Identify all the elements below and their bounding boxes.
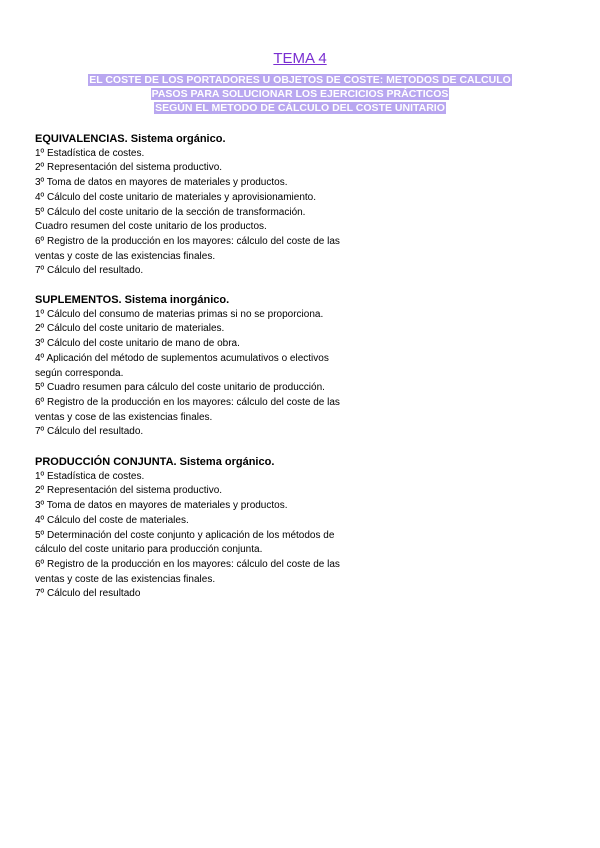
step-line: ventas y cose de las existencias finales. [35, 411, 213, 423]
subtitle-line: EL COSTE DE LOS PORTADORES U OBJETOS DE COSTE: METODOS DE CALCULO [89, 74, 511, 86]
step-line: 7º Cálculo del resultado. [35, 426, 144, 438]
section-equivalencias [35, 132, 395, 279]
step-line: 5º Determinación del coste conjunto y aplicación de los métodos de [35, 529, 335, 541]
step-line: 7º Cálculo del resultado [35, 588, 141, 600]
step-line: 6º Registro de la producción en los mayores: cálculo del coste de las [35, 396, 340, 408]
step-line: Cuadro resumen del coste unitario de los productos. [35, 221, 267, 233]
step-line: 1º Cálculo del consumo de materias primas si no se proporciona. [35, 308, 324, 320]
step-line: 5º Cálculo del coste unitario de la sección de transformación. [35, 206, 306, 218]
step-line: ventas y coste de las existencias finales. [35, 573, 216, 585]
section-suplementos [35, 293, 395, 440]
step-line: 4º Aplicación del método de suplementos acumulativos o electivos [35, 352, 329, 364]
step-line: 3º Cálculo del coste unitario de mano de obra. [35, 338, 240, 350]
step-line: 5º Cuadro resumen para cálculo del coste unitario de producción. [35, 382, 325, 394]
section-heading: PRODUCCIÓN CONJUNTA. Sistema orgánico. [35, 456, 275, 468]
step-line: 4º Cálculo del coste unitario de materiales y aprovisionamiento. [35, 191, 317, 203]
subtitle-line: PASOS PARA SOLUCIONAR LOS EJERCICIOS PRÁCTICOS [151, 88, 449, 100]
step-line: 3º Toma de datos en mayores de materiales y productos. [35, 177, 288, 189]
section-heading: SUPLEMENTOS. Sistema inorgánico. [35, 294, 230, 306]
step-line: ventas y coste de las existencias finales. [35, 250, 216, 262]
subtitle-block [0, 72, 600, 114]
step-line: 2º Representación del sistema productivo. [35, 162, 223, 174]
step-line: 7º Cálculo del resultado. [35, 265, 144, 277]
step-line: según corresponda. [35, 367, 124, 379]
page-title: TEMA 4 [273, 50, 327, 67]
step-line: cálculo del coste unitario para producción conjunta. [35, 544, 263, 556]
section-produccion-conjunta [35, 455, 395, 602]
step-line: 6º Registro de la producción en los mayores: cálculo del coste de las [35, 235, 340, 247]
step-line: 6º Registro de la producción en los mayores: cálculo del coste de las [35, 558, 340, 570]
step-line: 3º Toma de datos en mayores de materiales y productos. [35, 500, 288, 512]
step-line: 1º Estadística de costes. [35, 470, 145, 482]
step-line: 1º Estadística de costes. [35, 147, 145, 159]
step-line: 2º Cálculo del coste unitario de materiales. [35, 323, 225, 335]
section-heading: EQUIVALENCIAS. Sistema orgánico. [35, 133, 226, 145]
subtitle-line: SEGÚN EL METODO DE CÁLCULO DEL COSTE UNITARIO [155, 102, 445, 114]
step-line: 4º Cálculo del coste de materiales. [35, 514, 189, 526]
step-line: 2º Representación del sistema productivo. [35, 485, 223, 497]
